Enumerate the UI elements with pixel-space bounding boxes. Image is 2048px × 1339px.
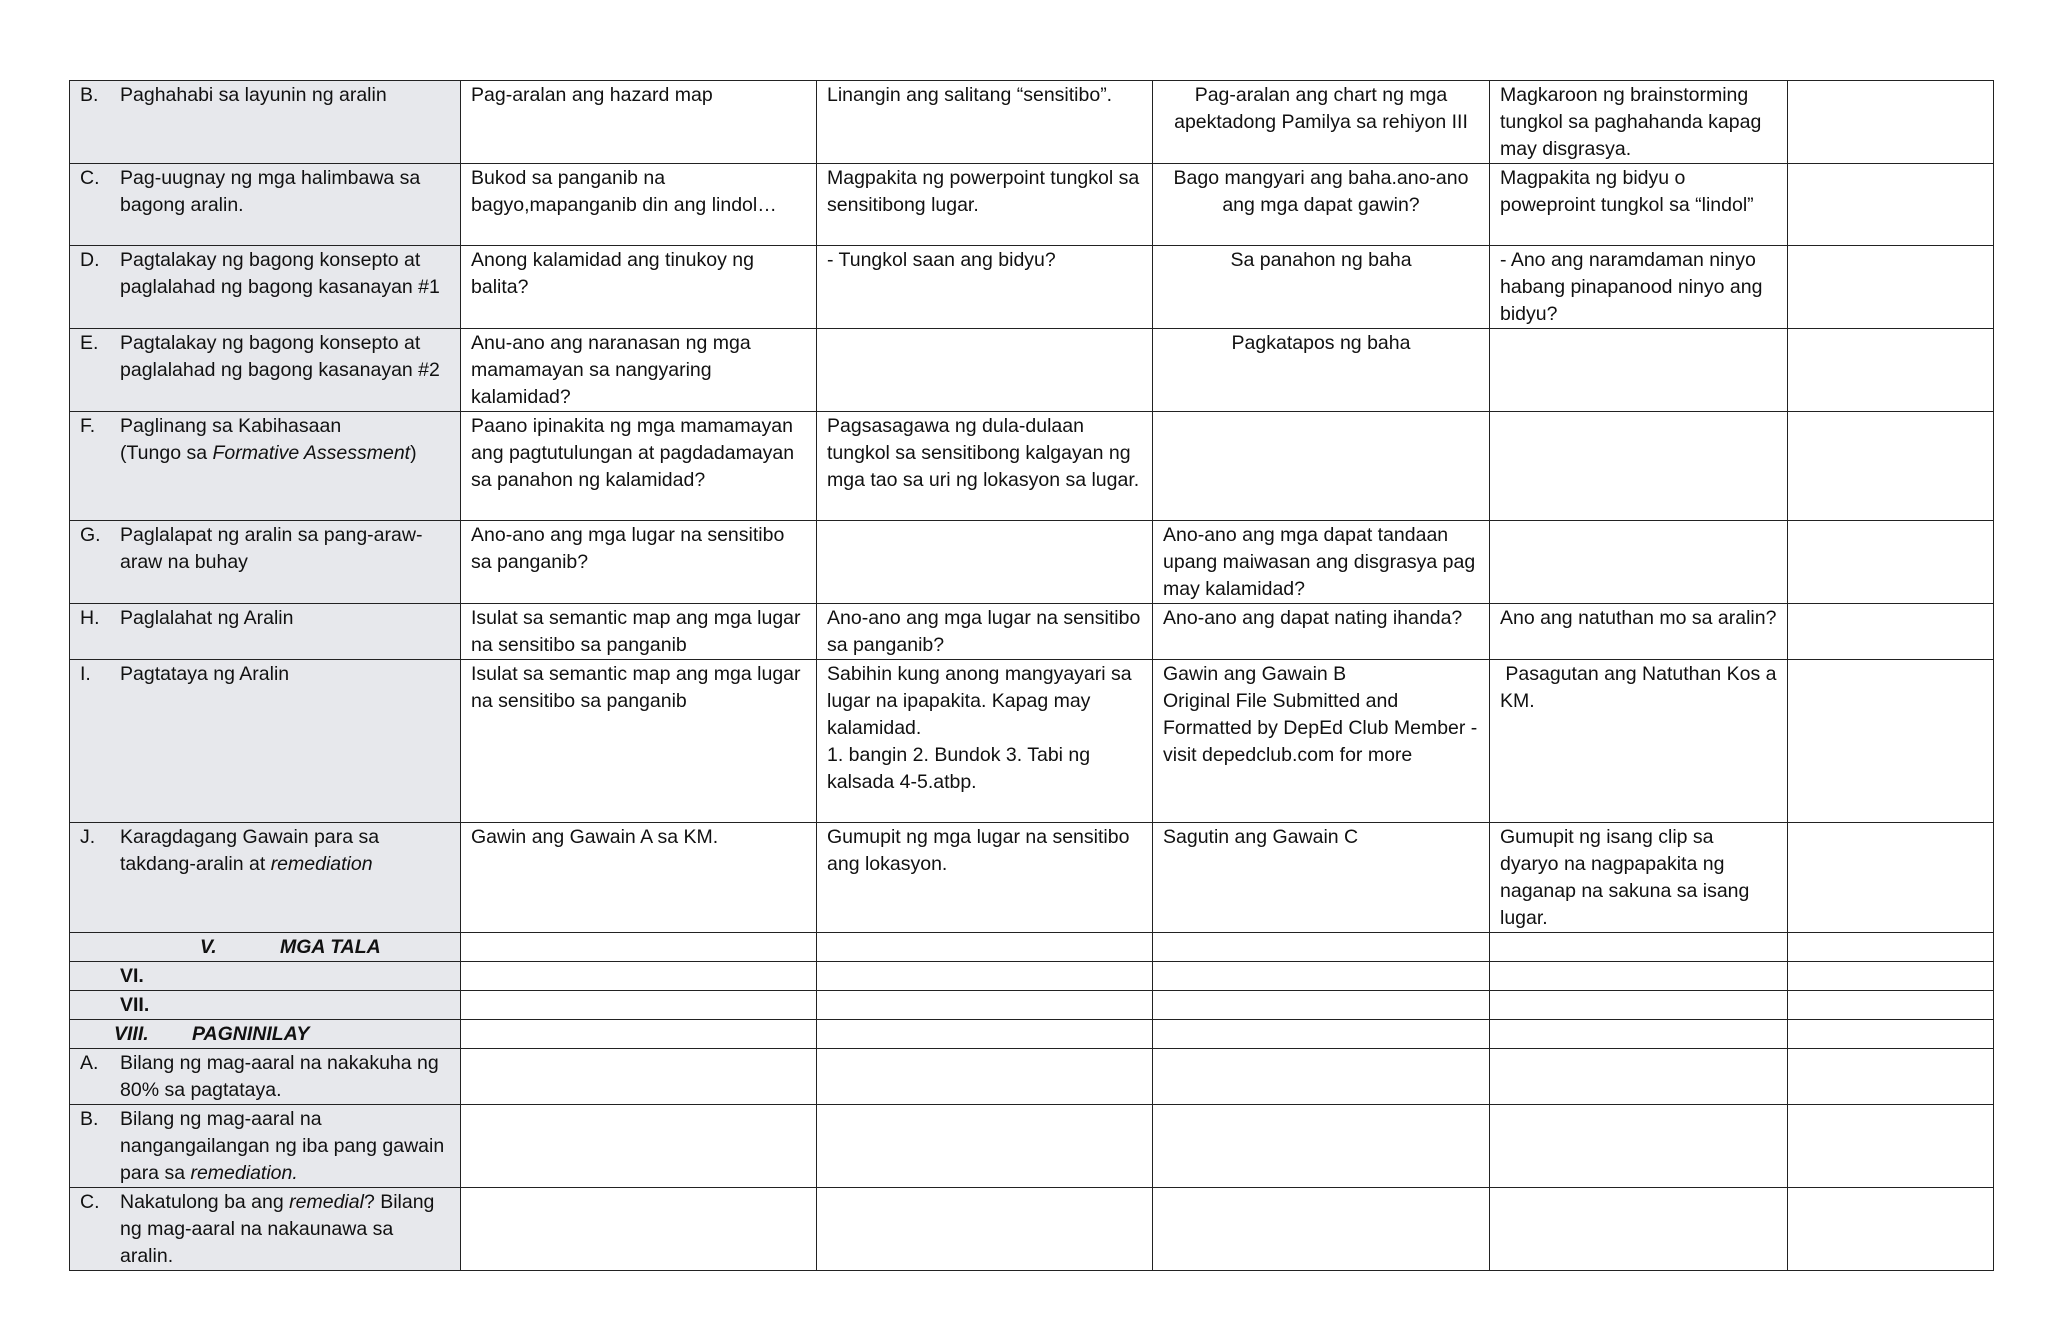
table-cell: [1490, 1105, 1788, 1188]
table-cell: [1788, 991, 1994, 1020]
table-cell: - Tungkol saan ang bidyu?: [817, 246, 1153, 329]
table-cell: [1788, 823, 1994, 933]
table-cell: [461, 1105, 817, 1188]
table-cell: [1788, 1188, 1994, 1271]
table-cell: Pasagutan ang Natuthan Kos a KM.: [1490, 660, 1788, 823]
table-cell: Anong kalamidad ang tinukoy ng balita?: [461, 246, 817, 329]
table-row: [70, 81, 1994, 164]
table-cell: [461, 1020, 817, 1049]
table-cell: [1153, 1049, 1490, 1105]
table-cell: [1788, 329, 1994, 412]
table-cell: Isulat sa semantic map ang mga lugar na sensitibo sa panganib: [461, 660, 817, 823]
table-cell: [817, 521, 1153, 604]
table-cell: [1788, 933, 1994, 962]
row-label: B. Bilang ng mag-aaral na nangangailangan ng iba pang gawain para sa remediation.: [70, 1105, 461, 1188]
table-cell: [1788, 1105, 1994, 1188]
table-cell: [1490, 521, 1788, 604]
table-cell: [1490, 1049, 1788, 1105]
table-cell: [817, 1020, 1153, 1049]
row-label: D. Pagtalakay ng bagong konsepto at paglalahad ng bagong kasanayan #1: [70, 246, 461, 329]
table-cell: [1490, 1188, 1788, 1271]
table-cell: Ano-ano ang mga lugar na sensitibo sa panganib?: [817, 604, 1153, 660]
table-cell: [1490, 933, 1788, 962]
table-cell: Magpakita ng powerpoint tungkol sa sensitibong lugar.: [817, 164, 1153, 246]
table-cell: [1490, 1020, 1788, 1049]
row-label: G. Paglalapat ng aralin sa pang-araw-araw na buhay: [70, 521, 461, 604]
table-cell: Magkaroon ng brainstorming tungkol sa paghahanda kapag may disgrasya.: [1490, 81, 1788, 164]
row-label: A. Bilang ng mag-aaral na nakakuha ng 80% sa pagtataya.: [70, 1049, 461, 1105]
table-cell: [1490, 962, 1788, 991]
table-row: [70, 823, 1994, 933]
table-cell: [1153, 933, 1490, 962]
table-cell: [1490, 329, 1788, 412]
table-cell: Gawin ang Gawain A sa KM.: [461, 823, 817, 933]
table-cell: Bukod sa panganib na bagyo,mapanganib din ang lindol…: [461, 164, 817, 246]
table-cell: Pag-aralan ang chart ng mga apektadong Pamilya sa rehiyon III: [1153, 81, 1490, 164]
row-label: J. Karagdagang Gawain para sa takdang-aralin at remediation: [70, 823, 461, 933]
row-label: E. Pagtalakay ng bagong konsepto at paglalahad ng bagong kasanayan #2: [70, 329, 461, 412]
table-cell: [1153, 1188, 1490, 1271]
table-cell: [1153, 412, 1490, 521]
table-cell: Linangin ang salitang “sensitibo”.: [817, 81, 1153, 164]
table-row: [70, 329, 1994, 412]
table-cell: Pag-aralan ang hazard map: [461, 81, 817, 164]
table-cell: Isulat sa semantic map ang mga lugar na sensitibo sa panganib: [461, 604, 817, 660]
table-cell: Gumupit ng isang clip sa dyaryo na nagpapakita ng naganap na sakuna sa isang lugar.: [1490, 823, 1788, 933]
table-cell: [817, 1049, 1153, 1105]
table-cell: Ano-ano ang dapat nating ihanda?: [1153, 604, 1490, 660]
table-cell: [817, 933, 1153, 962]
row-label: F. Paglinang sa Kabihasaan (Tungo sa Formative Assessment): [70, 412, 461, 521]
table-cell: [1788, 81, 1994, 164]
row-label: C. Nakatulong ba ang remedial? Bilang ng mag-aaral na nakaunawa sa aralin.: [70, 1188, 461, 1271]
row-label: C. Pag-uugnay ng mga halimbawa sa bagong aralin.: [70, 164, 461, 246]
table-cell: Sa panahon ng baha: [1153, 246, 1490, 329]
table-cell: [461, 1188, 817, 1271]
table-cell: [1788, 1049, 1994, 1105]
table-cell: [817, 1105, 1153, 1188]
table-cell: [1153, 1105, 1490, 1188]
table-cell: Gumupit ng mga lugar na sensitibo ang lokasyon.: [817, 823, 1153, 933]
table-row: [70, 164, 1994, 246]
table-row: [70, 246, 1994, 329]
table-cell: Sabihin kung anong mangyayari sa lugar na ipapakita. Kapag may kalamidad. 1. bangin 2. Bundok 3. Tabi ng kalsada 4-5.atbp.: [817, 660, 1153, 823]
table-cell: [461, 962, 817, 991]
table-cell: [1788, 521, 1994, 604]
table-cell: Pagkatapos ng baha: [1153, 329, 1490, 412]
table-cell: [1153, 962, 1490, 991]
table-cell: Magpakita ng bidyu o poweproint tungkol sa “lindol”: [1490, 164, 1788, 246]
table-cell: [817, 1188, 1153, 1271]
table-cell: [1788, 604, 1994, 660]
row-label: B. Paghahabi sa layunin ng aralin: [70, 81, 461, 164]
table-cell: [1788, 962, 1994, 991]
table-row: [70, 412, 1994, 521]
table-cell: [817, 962, 1153, 991]
table-cell: Bago mangyari ang baha.ano-ano ang mga dapat gawin?: [1153, 164, 1490, 246]
row-label: H. Paglalahat ng Aralin: [70, 604, 461, 660]
table-row: [70, 521, 1994, 604]
table-cell: Gawin ang Gawain B Original File Submitted and Formatted by DepEd Club Member - visit depedclub.com for more: [1153, 660, 1490, 823]
section-row-viii: [70, 1020, 1994, 1049]
table-cell: [1788, 660, 1994, 823]
table-cell: [461, 991, 817, 1020]
table-cell: [1490, 412, 1788, 521]
section-row-v: [70, 933, 1994, 962]
lesson-plan-table: [69, 80, 1994, 1271]
table-cell: Paano ipinakita ng mga mamamayan ang pagtutulungan at pagdadamayan sa panahon ng kalamidad?: [461, 412, 817, 521]
table-cell: Ano-ano ang mga lugar na sensitibo sa panganib?: [461, 521, 817, 604]
table-row: [70, 1188, 1994, 1271]
table-cell: [1788, 164, 1994, 246]
table-cell: [1788, 1020, 1994, 1049]
section-heading: V. MGA TALA: [70, 933, 461, 962]
table-cell: [1153, 1020, 1490, 1049]
table-cell: Pagsasagawa ng dula-dulaan tungkol sa sensitibong kalgayan ng mga tao sa uri ng lokasyon sa lugar.: [817, 412, 1153, 521]
table-cell: [1788, 412, 1994, 521]
section-heading: VIII. PAGNINILAY: [70, 1020, 461, 1049]
table-cell: [817, 991, 1153, 1020]
section-row-vii: [70, 991, 1994, 1020]
table-cell: [461, 1049, 817, 1105]
table-cell: Ano-ano ang mga dapat tandaan upang maiwasan ang disgrasya pag may kalamidad?: [1153, 521, 1490, 604]
table-cell: [1490, 991, 1788, 1020]
table-cell: [817, 329, 1153, 412]
row-label: I. Pagtataya ng Aralin: [70, 660, 461, 823]
table-row: [70, 1049, 1994, 1105]
section-row-vi: [70, 962, 1994, 991]
table-cell: [1153, 991, 1490, 1020]
table-row: [70, 604, 1994, 660]
table-cell: [1788, 246, 1994, 329]
table-cell: Ano ang natuthan mo sa aralin?: [1490, 604, 1788, 660]
section-heading: VII.: [70, 991, 461, 1020]
table-row: [70, 660, 1994, 823]
table-cell: - Ano ang naramdaman ninyo habang pinapanood ninyo ang bidyu?: [1490, 246, 1788, 329]
table-cell: [461, 933, 817, 962]
table-cell: Sagutin ang Gawain C: [1153, 823, 1490, 933]
section-heading: VI.: [70, 962, 461, 991]
lesson-plan-page: [69, 80, 1993, 1271]
table-row: [70, 1105, 1994, 1188]
table-cell: Anu-ano ang naranasan ng mga mamamayan sa nangyaring kalamidad?: [461, 329, 817, 412]
